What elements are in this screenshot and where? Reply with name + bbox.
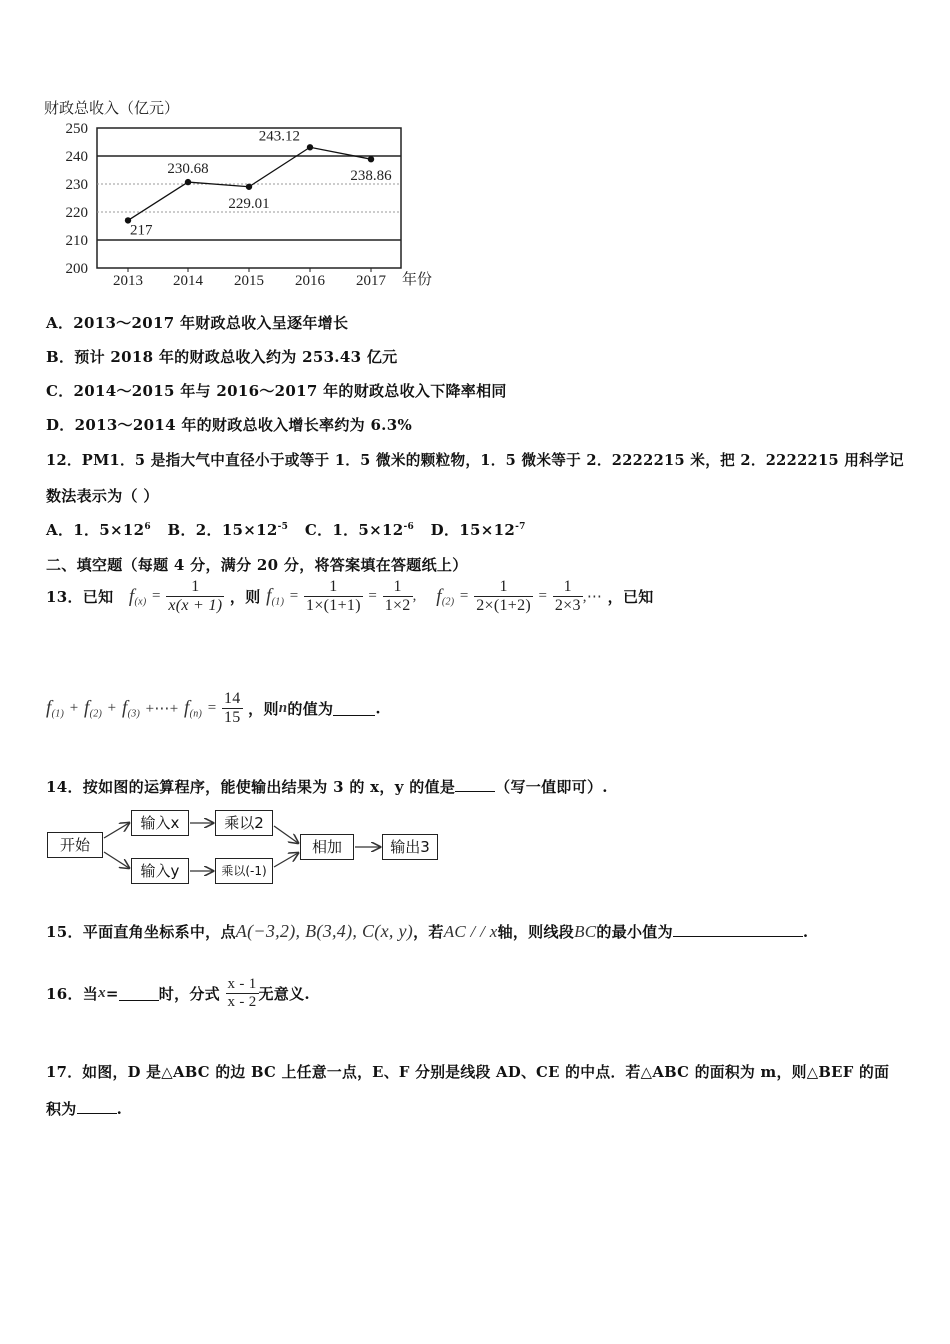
chart-xlabel: 年份 bbox=[402, 270, 433, 288]
section-fill-in-heading: 二、填空题（每题 4 分，满分 20 分，将答案填在答题纸上） bbox=[46, 556, 468, 574]
frac-fx: $\frac{1}{x(x + 1)}$ bbox=[168, 578, 223, 614]
q15-stem: 15．平面直角坐标系中，点A(−3,2), B(3,4), C(x, y)，若AC / / x轴，则线段BC的最小值为 . bbox=[46, 921, 809, 941]
data-label: 243.12 bbox=[258, 128, 300, 145]
q11-option-a: A．2013～2017 年财政总收入呈逐年增长 bbox=[46, 314, 349, 332]
y-tick-label: 230 bbox=[65, 177, 88, 193]
q12-stem-line2: 数法表示为（ ） bbox=[46, 487, 159, 505]
q14-answer-blank[interactable] bbox=[455, 777, 495, 792]
q17-answer-blank[interactable] bbox=[77, 1099, 117, 1114]
q12-option-a: A．1．$5\times 12^6$ bbox=[46, 521, 151, 539]
data-label: 229.01 bbox=[228, 195, 270, 212]
data-label: 230.68 bbox=[167, 161, 209, 178]
q16-fraction: $\frac{x - 1}{x - 2}$ bbox=[227, 976, 257, 1010]
data-label: 217 bbox=[130, 222, 153, 239]
frac-f2-simplified: $\frac{1}{2\times 3}$ bbox=[554, 578, 581, 614]
q12-option-d: D．$15\times 12^{-7}$ bbox=[430, 521, 526, 539]
arrow-mulneg1-to-add bbox=[274, 853, 298, 867]
y-tick-label: 250 bbox=[65, 121, 88, 137]
frac-14-15: $\frac{14}{15}$ bbox=[224, 690, 241, 726]
q12-option-b: B．2．$15\times 12^{-5}$ bbox=[167, 521, 289, 539]
q16-stem: 16．当x= 时，分式 $\frac{x - 1}{x - 2}$ 无意义. bbox=[46, 976, 310, 1010]
q16-answer-blank[interactable] bbox=[119, 986, 159, 1001]
x-tick-label: 2014 bbox=[173, 273, 203, 289]
q11-option-c: C．2014～2015 年与 2016～2017 年的财政总收入下降率相同 bbox=[46, 382, 507, 400]
flow-input-y-box: 输入y bbox=[131, 858, 189, 884]
q12-stem-line1: 12．PM1．5 是指大气中直径小于或等于 1．5 微米的颗粒物，1．5 微米等于 2．2222215 米，把 2．2222215 用科学记 bbox=[46, 452, 904, 469]
q13-line1: 13．已知 $f_{(x)}$ = $\frac{1}{x(x + 1)}$ ，则 $f_{(1)}$ = $\frac{1}{1\times(1+1)}$ = $\frac{1}{1\times 2}$ , $f_{(2)}$ = $\frac{1}{2\times(1+2)}$ = $\frac{1}{2\times 3}$ ,⋯ ，已知 bbox=[46, 578, 654, 614]
flow-input-x-box: 输入x bbox=[131, 810, 189, 836]
flow-add-box: 相加 bbox=[300, 834, 354, 860]
q14-stem: 14．按如图的运算程序，能使输出结果为 3 的 x，y 的值是 （写一值即可）. bbox=[46, 778, 608, 796]
y-tick-label: 220 bbox=[65, 205, 88, 221]
y-tick-label: 210 bbox=[65, 233, 88, 249]
flow-arrows bbox=[0, 0, 460, 900]
flow-multiply-neg1-box: 乘以(-1) bbox=[215, 858, 273, 884]
y-tick-label: 240 bbox=[65, 149, 88, 165]
arrow-start-to-x bbox=[104, 823, 129, 838]
x-tick-label: 2017 bbox=[356, 273, 386, 289]
frac-f1: $\frac{1}{1\times(1+1)}$ bbox=[306, 578, 361, 614]
q15-answer-blank[interactable] bbox=[673, 922, 803, 937]
frac-f1-simplified: $\frac{1}{1\times 2}$ bbox=[384, 578, 411, 614]
x-tick-label: 2016 bbox=[295, 273, 325, 289]
arrow-start-to-y bbox=[104, 852, 129, 868]
q13-line2: $f_{(1)} + f_{(2)} + f_{(3)}$ +⋯+ $f_{(n)}$ = $\frac{14}{15}$ ，则n的值为 . bbox=[46, 690, 381, 726]
x-tick-label: 2013 bbox=[113, 273, 143, 289]
y-tick-label: 200 bbox=[65, 261, 88, 277]
frac-f2: $\frac{1}{2\times(1+2)}$ bbox=[476, 578, 532, 614]
flow-multiply-2-box: 乘以2 bbox=[215, 810, 273, 836]
arrow-mul2-to-add bbox=[274, 826, 298, 843]
q17-stem-line2: 积为 . bbox=[46, 1100, 123, 1118]
flow-start-box: 开始 bbox=[47, 832, 103, 858]
q11-option-d: D．2013～2014 年的财政总收入增长率约为 6.3% bbox=[46, 416, 412, 434]
q11-option-b: B．预计 2018 年的财政总收入约为 253.43 亿元 bbox=[46, 348, 398, 366]
q12-option-c: C．1．$5\times 12^{-6}$ bbox=[304, 521, 415, 539]
q17-stem-line1: 17．如图，D 是△ABC 的边 BC 上任意一点，E、F 分别是线段 AD、CE 的中点．若△ABC 的面积为 m，则△BEF 的面 bbox=[46, 1064, 890, 1081]
flow-output-box: 输出3 bbox=[382, 834, 438, 860]
chart-ylabel: 财政总收入（亿元） bbox=[44, 99, 180, 117]
data-label: 238.86 bbox=[350, 168, 392, 185]
x-tick-label: 2015 bbox=[234, 273, 264, 289]
